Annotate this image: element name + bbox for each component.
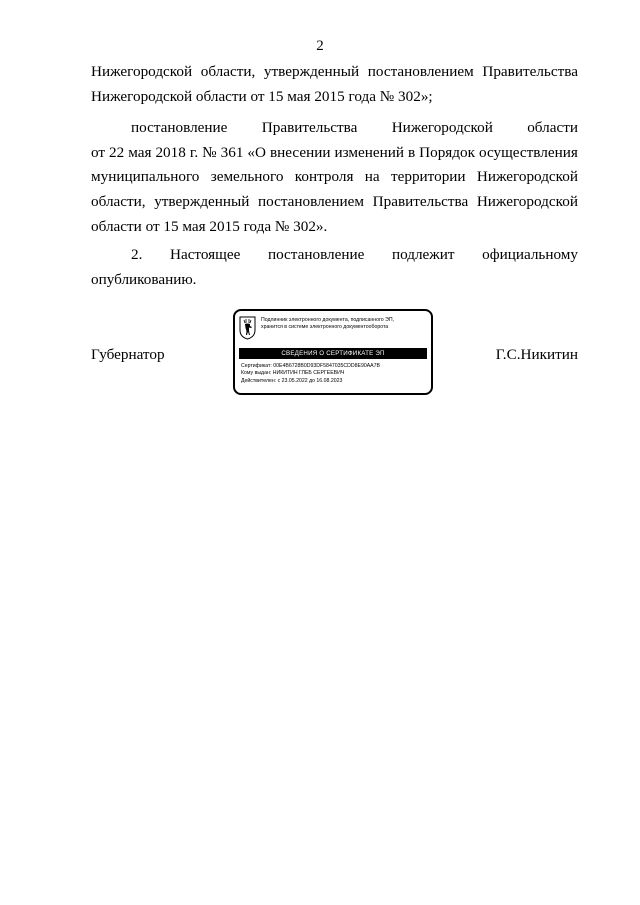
certificate-value: 00E4B6728B0D93DF5847035CDD8E90AA7B xyxy=(273,363,380,369)
stamp-header-line: хранится в системе электронного документооборота xyxy=(261,324,389,330)
word: Нижегородской xyxy=(476,192,578,210)
word: Правительства xyxy=(482,63,578,80)
word: области, xyxy=(91,192,146,210)
certificate-label: Сертификат: xyxy=(241,363,272,369)
word: в xyxy=(407,143,416,161)
word: контроля xyxy=(294,168,354,186)
word: внесении xyxy=(269,143,331,161)
word: мая xyxy=(128,143,152,161)
validity-value: с 23.05.2022 до 16.08.2023 xyxy=(277,377,343,384)
word: области xyxy=(527,119,578,137)
stamp-header-line: Подлинник электронного документа, подписанного ЭП, xyxy=(261,317,395,323)
stamp-header xyxy=(261,317,431,331)
word: Правительства xyxy=(372,192,469,210)
issued-to-value: НИКИТИН ГЛЕБ СЕРГЕЕВИЧ xyxy=(272,370,345,377)
word: Нижегородской xyxy=(391,119,493,137)
document-body xyxy=(91,60,578,292)
word: изменений xyxy=(334,143,404,161)
electronic-signature-stamp xyxy=(233,309,433,395)
signatory-position: Губернатор xyxy=(91,346,165,363)
word: территории xyxy=(390,168,466,186)
word: муниципального xyxy=(91,168,200,186)
word: 361 xyxy=(220,143,244,161)
certificate-row xyxy=(241,363,431,370)
paragraph-2-line-2 xyxy=(91,141,578,166)
paragraph-3-line-1 xyxy=(91,243,578,268)
word: подлежит xyxy=(391,246,455,264)
word: 2. xyxy=(131,246,143,264)
issued-to-label: Кому выдан: xyxy=(241,370,272,377)
paragraph-2-line-1 xyxy=(91,116,578,141)
word: Правительства xyxy=(261,119,358,137)
word: на xyxy=(364,168,380,186)
word: постановление xyxy=(267,246,365,264)
nizhny-novgorod-deer-emblem-icon xyxy=(239,316,256,340)
word: постановление xyxy=(131,119,228,137)
word: Нижегородской xyxy=(91,63,193,80)
paragraph-1-line-1 xyxy=(91,60,578,85)
issued-to-row xyxy=(241,370,431,377)
paragraph-2-line-5: области от 15 мая 2015 года № 302». xyxy=(91,217,328,235)
word: «О xyxy=(247,143,266,161)
word: Настоящее xyxy=(169,246,241,264)
page-number: 2 xyxy=(316,38,324,54)
word: от xyxy=(91,143,106,161)
word: 22 xyxy=(109,143,125,161)
word: 2018 xyxy=(155,143,186,161)
word: № xyxy=(202,143,217,161)
stamp-certificate-info xyxy=(241,363,431,385)
validity-label: Действителен: xyxy=(241,377,277,384)
paragraph-2-line-4 xyxy=(91,190,578,215)
word: постановлением xyxy=(367,63,474,80)
paragraph-2-line-3 xyxy=(91,165,578,190)
word: г. xyxy=(189,143,199,161)
word: земельного xyxy=(210,168,284,186)
word: Нижегородской xyxy=(476,168,578,186)
word: утвержденный xyxy=(154,192,250,210)
word: осуществления xyxy=(478,143,578,161)
word: области, xyxy=(200,63,256,80)
stamp-certificate-bar: СВЕДЕНИЯ О СЕРТИФИКАТЕ ЭП xyxy=(239,348,427,359)
validity-row xyxy=(241,378,431,385)
paragraph-1-line-2: Нижегородской области от 15 мая 2015 года № 302»; xyxy=(91,87,433,105)
signatory-name: Г.С.Никитин xyxy=(495,346,578,363)
word: утвержденный xyxy=(263,63,360,80)
word: официальному xyxy=(482,246,578,264)
word: постановлением xyxy=(258,192,365,210)
paragraph-3-line-2: опубликованию. xyxy=(91,270,197,288)
word: Порядок xyxy=(419,143,475,161)
